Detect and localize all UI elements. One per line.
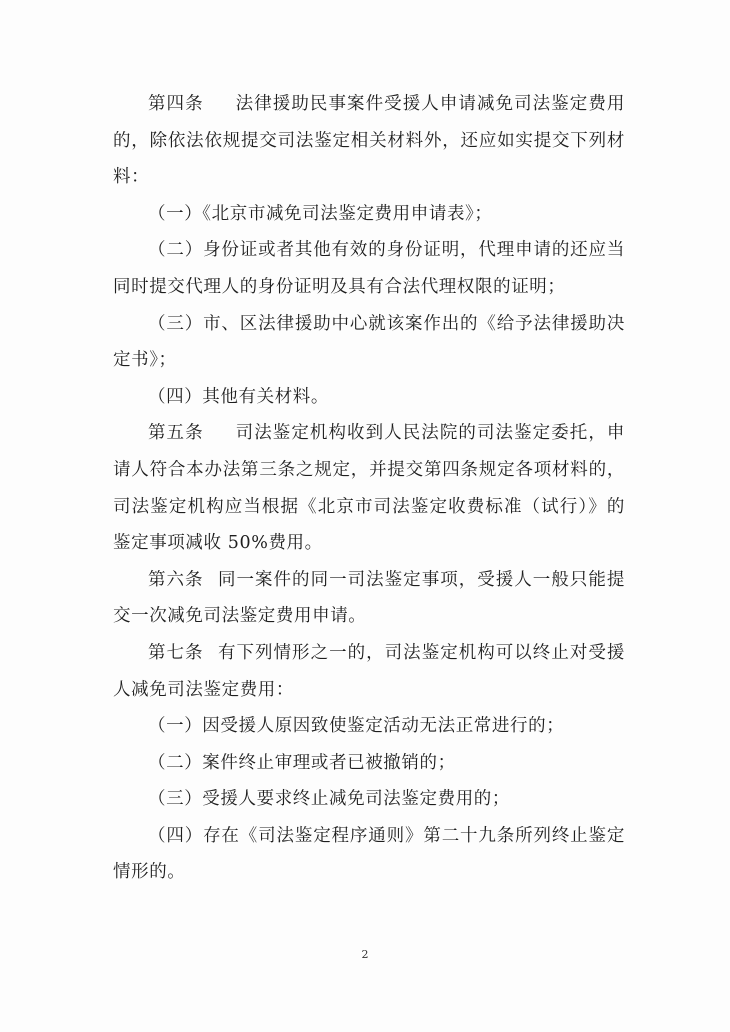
article-6-text: 同一案件的同一司法鉴定事项，受援人一般只能提交一次减免司法鉴定费用申请。 — [113, 569, 625, 627]
article-6 — [113, 562, 625, 635]
article-7-item-1: （一）因受援人原因致使鉴定活动无法正常进行的； — [148, 716, 565, 737]
article-7-item-2: （二）案件终止审理或者已被撤销的； — [148, 752, 456, 773]
article-7-heading: 第七条 — [148, 642, 204, 663]
article-5-heading: 第五条 — [148, 423, 204, 444]
article-6-heading: 第六条 — [148, 569, 204, 590]
page-number: 2 — [361, 948, 369, 961]
article-7-item-4: （四）存在《司法鉴定程序通则》第二十九条所列终止鉴定情形的。 — [113, 825, 625, 883]
article-4 — [113, 86, 625, 196]
article-4-item-4: （四）其他有关材料。 — [148, 386, 329, 407]
article-4-heading: 第四条 — [148, 94, 204, 114]
article-4-item-2: （二）身份证或者其他有效的身份证明，代理申请的还应当同时提交代理人的身份证明及具有合法代理权限的证明； — [113, 240, 625, 297]
article-7 — [113, 635, 625, 708]
article-4-item-1: （一）《北京市减免司法鉴定费用申请表》； — [148, 203, 493, 224]
article-4-text: 法律援助民事案件受援人申请减免司法鉴定费用的，除依法依规提交司法鉴定相关材料外，还应如实提交下列材料： — [113, 94, 625, 188]
document-body — [113, 86, 625, 891]
article-5-text: 司法鉴定机构收到人民法院的司法鉴定委托，申请人符合本办法第三条之规定，并提交第四条规定各项材料的，司法鉴定机构应当根据《北京市司法鉴定收费标准（试行）》的鉴定事项减收 50%费用。 — [113, 423, 625, 554]
article-5 — [113, 415, 625, 561]
article-7-text: 有下列情形之一的，司法鉴定机构可以终止对受援人减免司法鉴定费用： — [113, 642, 625, 700]
article-7-item-3: （三）受援人要求终止减免司法鉴定费用的； — [148, 789, 510, 810]
article-4-item-3: （三）市、区法律援助中心就该案作出的《给予法律援助决定书》； — [113, 313, 625, 371]
